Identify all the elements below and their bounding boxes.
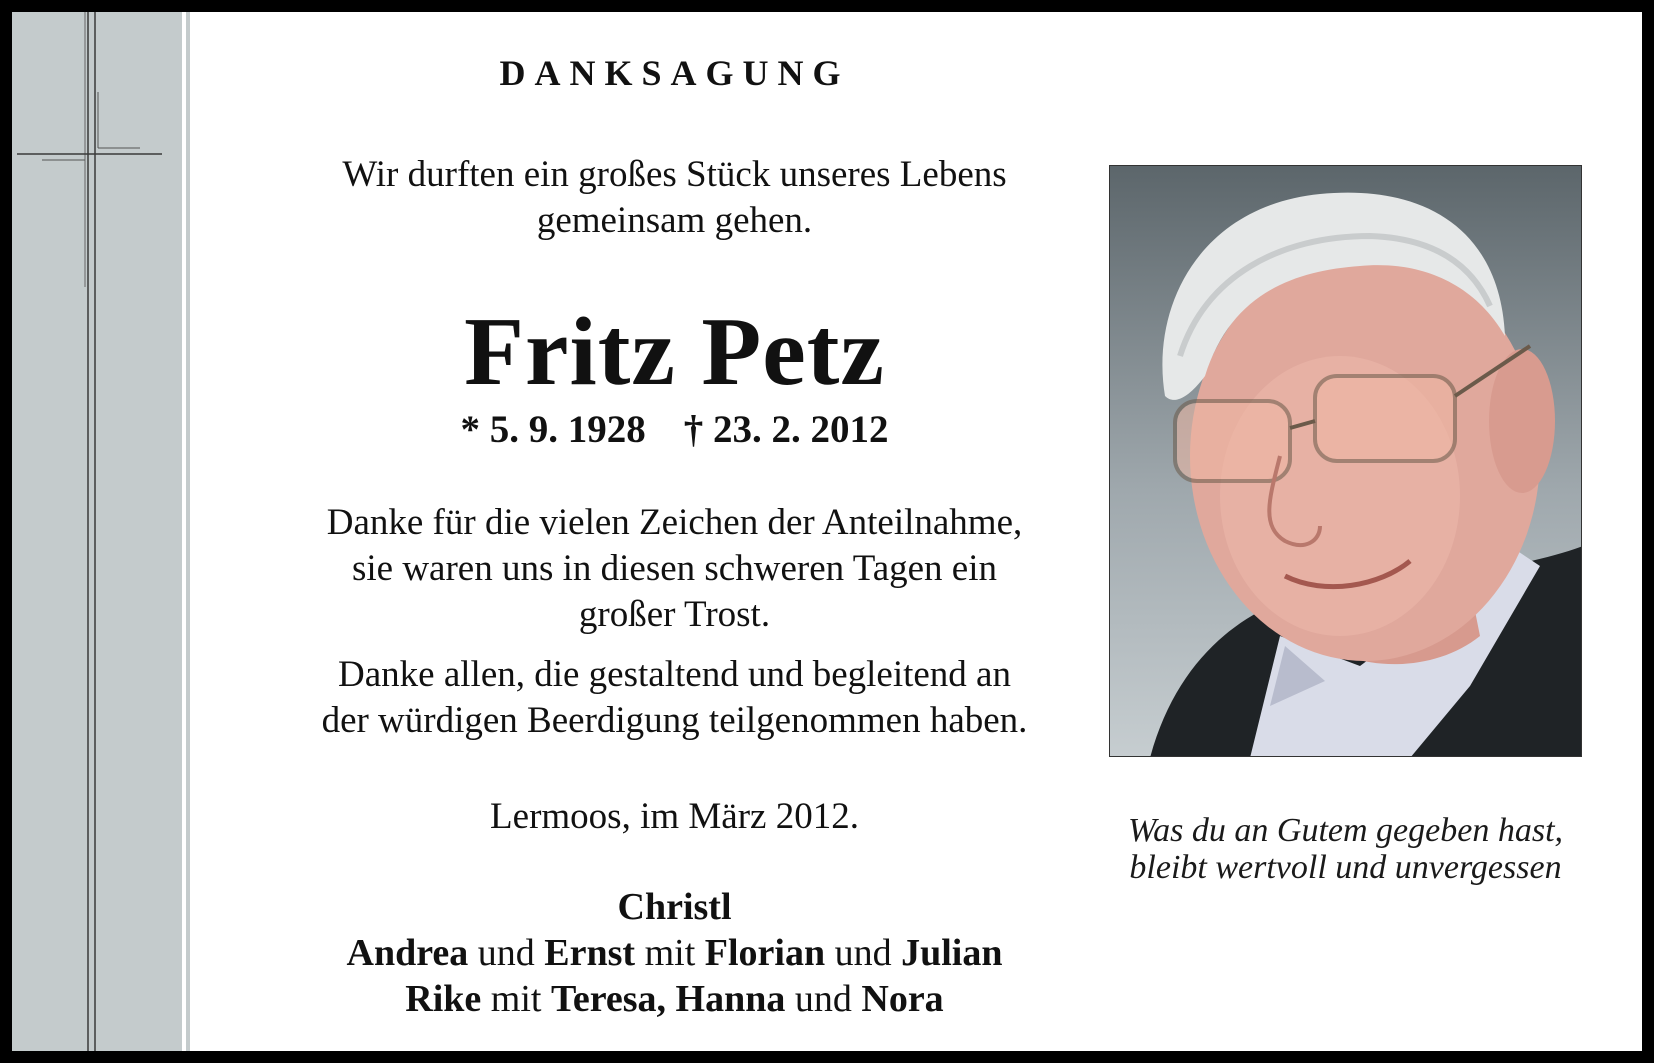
birth-date: * 5. 9. 1928 [460,408,646,451]
signer-name: Andrea [346,932,469,974]
obituary-notice [12,12,1642,1051]
text-line: Danke allen, die gestaltend und begleitend an [338,654,1011,695]
connector: mit [635,932,705,974]
death-date: † 23. 2. 2012 [683,408,889,451]
signer-name: Florian [704,932,826,974]
signer-line [222,976,1127,1022]
quote-line: Was du an Gutem gegeben hast, [1127,812,1564,849]
signer-name: Teresa, Hanna [550,978,786,1020]
intro-line: Wir durften ein großes Stück unseres Lebens [342,154,1007,195]
cross-icon [12,12,182,1051]
text-line: Danke für die vielen Zeichen der Anteilnahme, [326,502,1023,543]
signer-name: Julian [901,932,1003,974]
signer-name: Nora [861,978,944,1020]
text-line: sie waren uns in diesen schweren Tagen ein [351,548,998,589]
signer-name: Christl [617,886,732,928]
memorial-quote [1109,812,1582,886]
deceased-name: Fritz Petz [464,298,885,406]
signer-name: Rike [405,978,482,1020]
text-line: großer Trost. [578,594,771,635]
connector: und [825,932,902,974]
quote-line: bleibt wertvoll und unvergessen [1129,849,1562,886]
intro-text [222,152,1127,244]
life-dates [222,407,1127,453]
connector: und [468,932,545,974]
intro-line: gemeinsam gehen. [536,200,813,241]
heading: DANKSAGUNG [499,53,850,93]
text-line: der würdigen Beerdigung teilgenommen haben. [321,700,1028,741]
signer-name: Ernst [544,932,636,974]
side-band [12,12,182,1051]
thanks-paragraph-1 [222,500,1127,638]
signers [222,884,1127,1022]
thanks-paragraph-2 [222,652,1127,744]
connector: und [785,978,862,1020]
side-band-edge [186,12,190,1051]
signer-line [222,930,1127,976]
portrait-photo [1109,165,1582,757]
place-date: Lermoos, im März 2012. [490,796,859,837]
signer-line [222,884,1127,930]
connector: mit [481,978,551,1020]
